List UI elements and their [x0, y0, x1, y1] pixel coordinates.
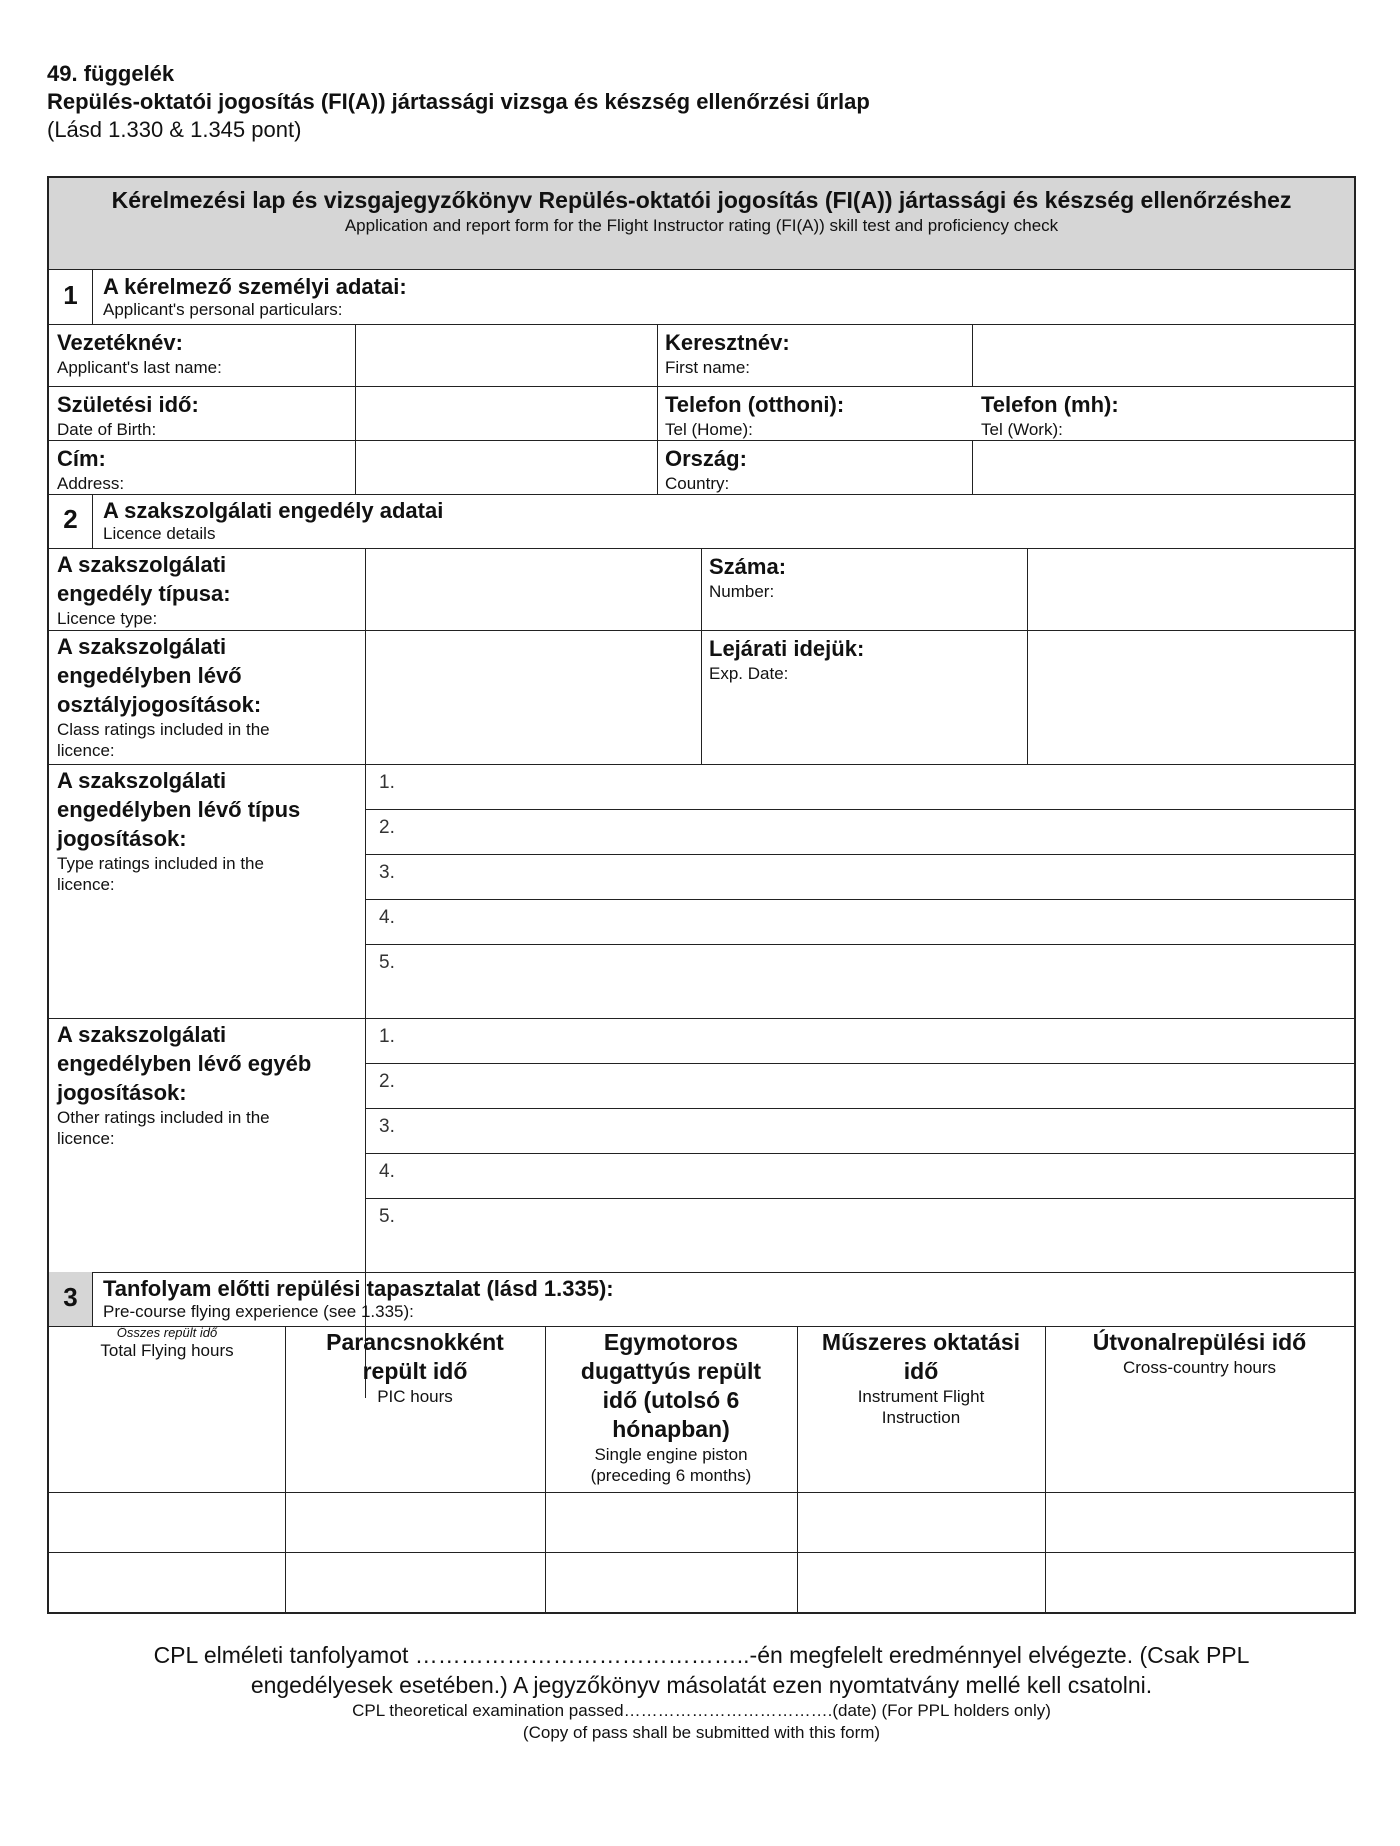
- divider: [365, 899, 1354, 900]
- section-3-title: Tanfolyam előtti repülési tapasztalat (lásd 1.335):: [103, 1276, 614, 1301]
- type-ratings-label: A szakszolgálati engedélyben lévő típus jogosítások: Type ratings included in the licence:: [57, 768, 301, 894]
- page-header: [47, 60, 1347, 144]
- form-title-en: Application and report form for the Flight Instructor rating (FI(A)) skill test and proficiency check: [344, 216, 1059, 235]
- divider: [49, 1492, 1354, 1493]
- divider: [797, 1326, 798, 1612]
- exp-date-label: Lejárati idejük: Exp. Date:: [709, 636, 865, 683]
- first-name-label: Keresztnév: First name:: [665, 330, 790, 377]
- footer-line-3: CPL theoretical examination passed……………………………….(date) (For PPL holders only): [352, 1701, 1051, 1720]
- other-rating-line-4[interactable]: 4.: [379, 1161, 395, 1182]
- licence-type-field[interactable]: [367, 550, 687, 630]
- type-rating-line-5[interactable]: 5.: [379, 952, 395, 973]
- divider: [365, 1108, 1354, 1109]
- divider: [365, 854, 1354, 855]
- licence-type-label: A szakszolgálati engedély típusa: Licence type:: [57, 552, 231, 628]
- country-label: Ország: Country:: [665, 446, 747, 493]
- divider: [49, 1272, 1354, 1273]
- form-title-hu: Kérelmezési lap és vizsgajegyzőkönyv Repülés-oktatói jogosítás (FI(A)) jártassági és készség ellenőrzéshez: [111, 187, 1292, 213]
- cpl-exam-note: [47, 1640, 1356, 1744]
- first-name-field[interactable]: [973, 326, 1353, 386]
- application-form: [47, 176, 1356, 1614]
- address-field[interactable]: [356, 442, 656, 494]
- divider: [365, 1063, 1354, 1064]
- type-rating-line-2[interactable]: 2.: [379, 817, 395, 838]
- exp-date-field[interactable]: [1029, 632, 1353, 764]
- section-3-heading: [103, 1276, 1303, 1322]
- page-title: Repülés-oktatói jogosítás (FI(A)) jártassági vizsga és készség ellenőrzési űrlap: [47, 89, 870, 114]
- divider: [1027, 548, 1028, 764]
- class-ratings-label: A szakszolgálati engedélyben lévő osztályjogosítások: Class ratings included in the licence:: [57, 634, 270, 760]
- licence-number-field[interactable]: [1029, 550, 1353, 630]
- other-rating-line-3[interactable]: 3.: [379, 1116, 395, 1137]
- section-1-number-box: [49, 270, 93, 324]
- divider: [972, 440, 973, 494]
- section-2-subtitle: Licence details: [103, 524, 216, 543]
- tel-home-label[interactable]: Telefon (otthoni): Tel (Home):: [665, 392, 845, 439]
- divider: [49, 1552, 1354, 1553]
- last-name-label: Vezetéknév: Applicant's last name:: [57, 330, 222, 377]
- divider: [365, 809, 1354, 810]
- type-rating-line-1[interactable]: 1.: [379, 772, 395, 793]
- divider: [701, 548, 702, 764]
- divider: [365, 1153, 1354, 1154]
- col-single-engine-piston: Egymotoros dugattyús repült idő (utolsó 6 hónapban) Single engine piston (preceding 6 months): [580, 1329, 762, 1485]
- page-reference: (Lásd 1.330 & 1.345 pont): [47, 117, 302, 142]
- col-cross-country-hours: Útvonalrepülési idő Cross-country hours: [1092, 1329, 1307, 1377]
- divider: [365, 1198, 1354, 1199]
- other-rating-line-1[interactable]: 1.: [379, 1026, 395, 1047]
- col-pic-hours: Parancsnokként repült idő PIC hours: [326, 1329, 504, 1406]
- divider: [545, 1326, 546, 1612]
- section-3-subtitle: Pre-course flying experience (see 1.335):: [103, 1302, 414, 1321]
- other-rating-line-5[interactable]: 5.: [379, 1206, 395, 1227]
- divider: [355, 324, 356, 494]
- col-instrument-instruction: Műszeres oktatási idő Instrument Flight Instruction: [821, 1329, 1021, 1427]
- divider: [49, 386, 1354, 387]
- type-rating-line-4[interactable]: 4.: [379, 907, 395, 928]
- other-rating-line-2[interactable]: 2.: [379, 1071, 395, 1092]
- section-3-number: 3: [63, 1282, 78, 1312]
- total-hours-cell-2[interactable]: [49, 1554, 285, 1612]
- divider: [49, 1018, 1354, 1019]
- section-2-number-box: [49, 494, 93, 548]
- licence-number-label: Száma: Number:: [709, 554, 787, 601]
- divider: [1045, 1326, 1046, 1612]
- footer-line-4: (Copy of pass shall be submitted with this form): [522, 1723, 881, 1742]
- last-name-field[interactable]: [356, 326, 656, 386]
- other-ratings-label: A szakszolgálati engedélyben lévő egyéb jogosítások: Other ratings included in the licence:: [57, 1022, 312, 1148]
- address-label: Cím: Address:: [57, 446, 125, 493]
- section-3-number-box: [49, 1272, 93, 1326]
- dob-label: Születési idő: Date of Birth:: [57, 392, 199, 439]
- class-ratings-field[interactable]: [367, 632, 687, 764]
- section-1-subtitle: Applicant's personal particulars:: [103, 300, 343, 319]
- tel-work-label[interactable]: Telefon (mh): Tel (Work):: [981, 392, 1119, 439]
- type-rating-line-3[interactable]: 3.: [379, 862, 395, 883]
- divider: [365, 548, 366, 1398]
- form-title-band: [49, 178, 1354, 270]
- divider: [49, 440, 1354, 441]
- col-total-flying-hours: Összes repült idő Total Flying hours: [100, 1325, 234, 1360]
- section-2-title: A szakszolgálati engedély adatai: [103, 498, 444, 523]
- total-hours-cell-1[interactable]: [49, 1494, 285, 1552]
- divider: [49, 764, 1354, 765]
- section-1-title: A kérelmező személyi adatai:: [103, 274, 407, 299]
- appendix-number: 49. függelék: [47, 61, 175, 86]
- divider: [972, 324, 973, 386]
- footer-line-1: CPL elméleti tanfolyamot ……………………………………..-én megfelelt eredménnyel elvégezte. (Csak PPL: [153, 1642, 1250, 1668]
- section-2-heading: [103, 498, 1303, 544]
- section-2-number: 2: [63, 504, 78, 534]
- section-1-number: 1: [63, 280, 78, 310]
- footer-line-2: engedélyesek esetében.) A jegyzőkönyv másolatát ezen nyomtatvány mellé kell csatolni.: [250, 1672, 1153, 1698]
- country-field[interactable]: [973, 442, 1353, 494]
- dob-field[interactable]: [356, 388, 656, 440]
- section-1-heading: [103, 274, 1303, 320]
- divider: [49, 324, 1354, 325]
- divider: [285, 1326, 286, 1612]
- divider: [49, 494, 1354, 495]
- divider: [657, 324, 658, 494]
- divider: [365, 944, 1354, 945]
